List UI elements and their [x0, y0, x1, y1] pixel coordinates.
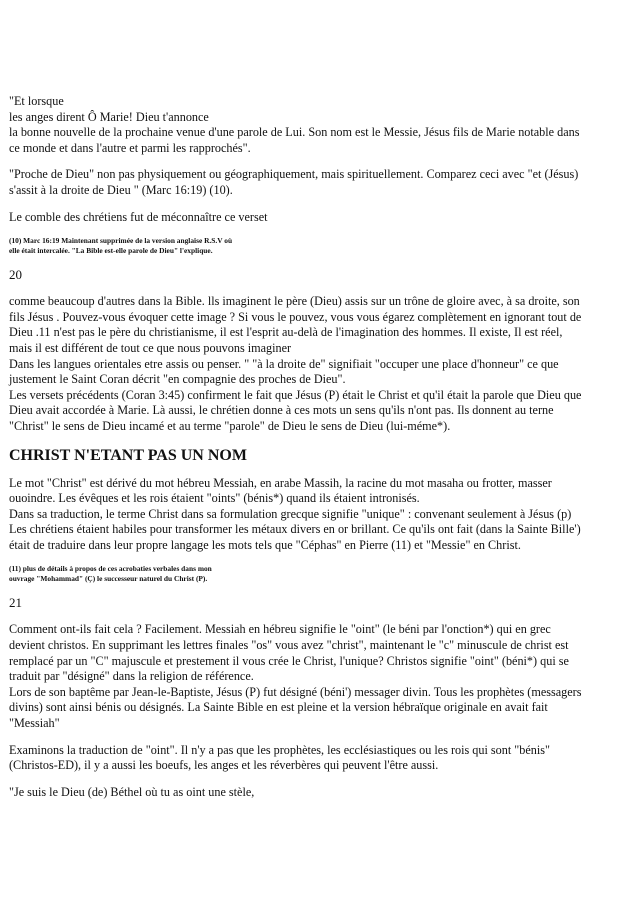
- footnote-11: [9, 564, 629, 584]
- paragraph: [9, 622, 629, 731]
- paragraph: [9, 743, 629, 774]
- text-line: Dieu avait accordée à Marie. Là aussi, le chrétien donne à ces mots un sens qu'ils n'ont pas. Ils donnent au terne: [9, 403, 554, 418]
- text-line: comme beaucoup d'autres dans la Bible. lls imaginent le père (Dieu) assis sur un trône de gloire avec, à sa droite, son: [9, 294, 580, 309]
- text-line: Dieu .11 n'est pas le père du christianisme, il est l'esprit au-delà de l'imagination des hommes. Il existe, Il est réel,: [9, 325, 563, 340]
- footnote-line: (11) plus de détails à propos de ces acrobaties verbales dans mon: [9, 564, 212, 574]
- section-heading: CHRIST N'ETANT PAS UN NOM: [9, 446, 247, 464]
- text-line: Le mot "Christ" est dérivé du mot hébreu Messiah, en arabe Massih, la racine du mot masaha ou frotter, masser: [9, 475, 552, 490]
- footnote-line: elle était intercalée. "La Bible est-elle parole de Dieu" l'explique.: [9, 246, 213, 256]
- paragraph: Le comble des chrétiens fut de méconnaître ce verset: [9, 209, 268, 224]
- text-line: divins) sont ainsi bénis ou désignés. La Sainte Bible en est pleine et la version hébraïque originale en avait fait: [9, 700, 548, 715]
- page-number: 20: [9, 267, 22, 283]
- text-line: Dans sa traduction, le terme Christ dans sa formulation grecque signifie "unique" : convenant seulement à Jésus (p): [9, 506, 572, 521]
- text-line: justement le Saint Coran décrit "en compagnie des proches de Dieu".: [9, 372, 346, 387]
- text-line: devient christos. En supprimant les lettres finales "os" vous avez "christ", maintenant le "c" minuscule de christ est: [9, 638, 569, 653]
- text-line: fils Jésus . Pouvez-vous évoquer cette image ? Si vous le pouvez, vous vous égarez complètement en ignorant tout de: [9, 309, 582, 324]
- text-line: Dans les langues orientales etre assis ou penser. " "à la droite de" signifiait "occuper une place d'honneur" ce que: [9, 356, 559, 371]
- text-line: Comment ont-ils fait cela ? Facilement. Messiah en hébreu signifie le "oint" (le béni par l'onction*) qui en grec: [9, 622, 551, 637]
- text-line: "Proche de Dieu" non pas physiquement ou géographiquement, mais spirituellement. Comparez ceci avec "et (Jésus): [9, 167, 579, 182]
- text-line: ce monde et dans l'autre et parmi les rapprochés".: [9, 140, 251, 155]
- text-line: traduit par "désigné" dans la religion de référence.: [9, 669, 254, 684]
- footnote-line: (10) Marc 16:19 Maintenant supprimée de la version anglaise R.S.V où: [9, 236, 233, 246]
- footnote-line: ouvrage "Mohammad" (Ç) le successeur naturel du Christ (P).: [9, 574, 208, 584]
- paragraph: [9, 476, 629, 554]
- paragraph: [9, 167, 629, 198]
- quote-paragraph: [9, 94, 629, 156]
- text-line: s'assit à la droite de Dieu " (Marc 16:19) (10).: [9, 182, 233, 197]
- document-page: [9, 94, 629, 800]
- text-line: Examinons la traduction de "oint". Il n'y a pas que les prophètes, les ecclésiastiques ou les rois qui sont "bénis": [9, 742, 550, 757]
- footnote-10: [9, 236, 629, 256]
- text-line: Lors de son baptême par Jean-le-Baptiste, Jésus (P) fut désigné (béni') messager divin. Tous les prophètes (messagers: [9, 684, 582, 699]
- text-line: les anges dirent Ô Marie! Dieu t'annonce: [9, 109, 209, 124]
- text-line: remplacé par un "C" majuscule et prestement il vous crée le Christ, l'unique? Christos signifie "oint" (béni*) qui se: [9, 653, 569, 668]
- text-line: mais il est différent de tout ce que nous pouvons imaginer: [9, 340, 292, 355]
- text-line: Les chrétiens étaient habiles pour transformer les métaux divers en or brillant. Ce qu'ils ont fait (dans la Sainte Bille'): [9, 522, 581, 537]
- text-line: (Christos-ED), il y a aussi les boeufs, les anges et les réverbères qui peuvent l'être aussi.: [9, 758, 439, 773]
- text-line: ouoindre. Les évêques et les rois étaient "oints" (bénis*) quand ils étaient intronisés.: [9, 491, 420, 506]
- text-line: "Messiah": [9, 716, 60, 731]
- text-line: était de traduire dans leur propre langage les mots tels que "Céphas" en Pierre (11) et "Messie" en Christ.: [9, 537, 521, 552]
- paragraph: "Je suis le Dieu (de) Béthel où tu as oint une stèle,: [9, 784, 255, 799]
- text-line: Les versets précédents (Coran 3:45) confirment le fait que Jésus (P) était le Christ et qu'il était la parole que Dieu que: [9, 387, 582, 402]
- text-line: "Et lorsque: [9, 94, 64, 108]
- paragraph: [9, 294, 629, 434]
- page-number: 21: [9, 595, 22, 611]
- text-line: la bonne nouvelle de la prochaine venue d'une parole de Lui. Son nom est le Messie, Jésus fils de Marie notable dans: [9, 125, 580, 140]
- text-line: "Christ" le sens de Dieu incamé et au terme "parole" de Dieu le sens de Dieu (lui-méme*).: [9, 418, 451, 433]
